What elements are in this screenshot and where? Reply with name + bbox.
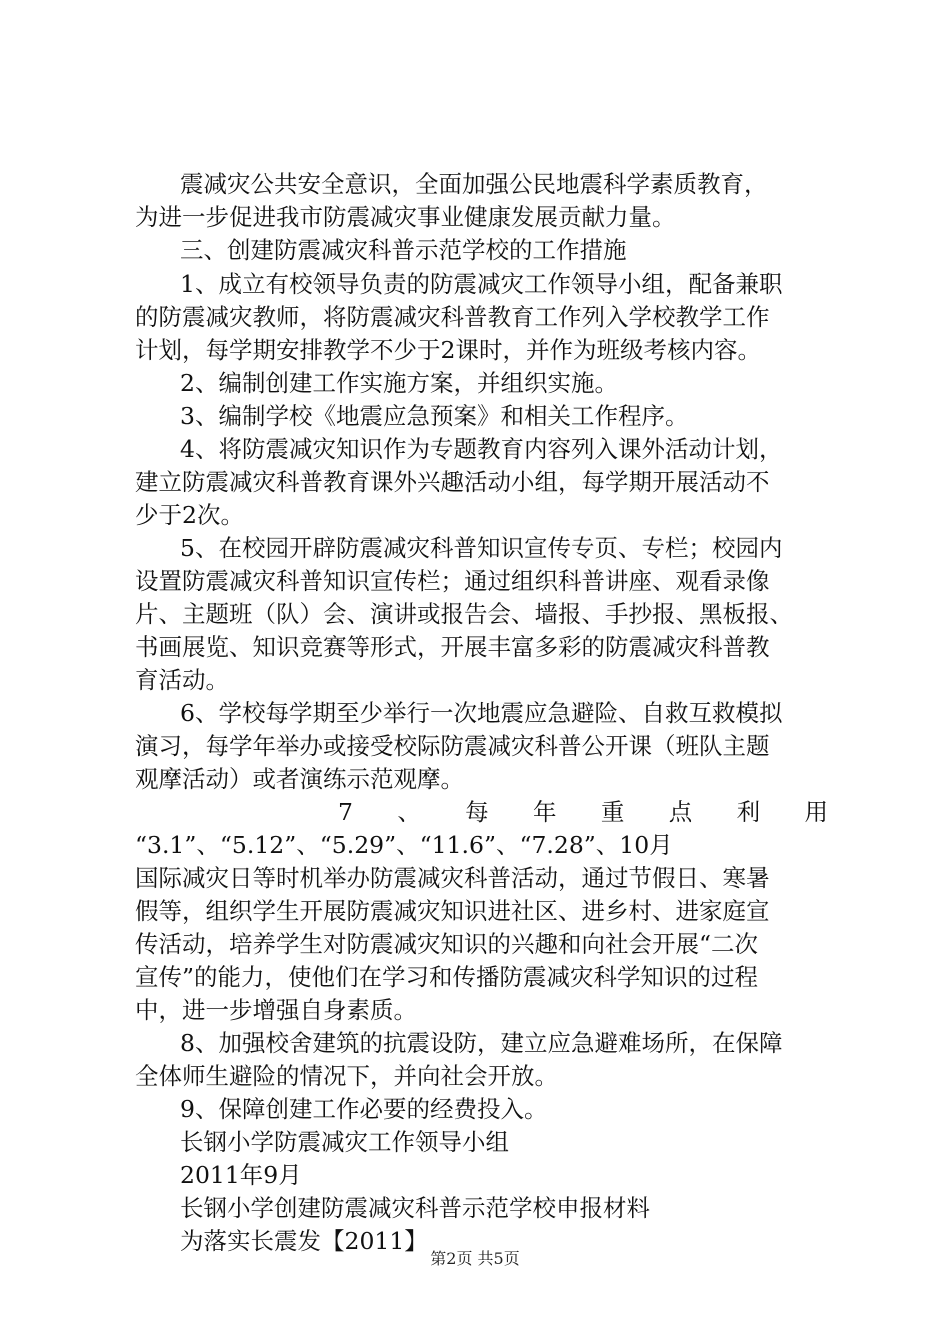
item7-token: 重 bbox=[600, 798, 625, 826]
text-line: 少于2次。 bbox=[135, 501, 244, 529]
next-document-title: 长钢小学创建防震减灾科普示范学校申报材料 bbox=[180, 1194, 650, 1222]
item7-token: 、 bbox=[397, 798, 421, 826]
item7-spread-line bbox=[338, 796, 828, 829]
text-line: 6、学校每学期至少举行一次地震应急避险、自救互救模拟 bbox=[180, 699, 783, 727]
text-line: 2、编制创建工作实施方案，并组织实施。 bbox=[180, 369, 618, 397]
text-line: 传活动，培养学生对防震减灾知识的兴趣和向社会开展“二次 bbox=[135, 930, 759, 958]
text-line: 设置防震减灾科普知识宣传栏；通过组织科普讲座、观看录像 bbox=[135, 567, 770, 595]
text-line: 为进一步促进我市防震减灾事业健康发展贡献力量。 bbox=[135, 203, 676, 231]
text-line: 8、加强校舍建筑的抗震设防，建立应急避难场所，在保障 bbox=[180, 1029, 783, 1057]
item7-token: 年 bbox=[533, 798, 557, 826]
text-line: 5、在校园开辟防震减灾科普知识宣传专页、专栏；校园内 bbox=[180, 534, 783, 562]
item7-token: 利 bbox=[736, 798, 761, 826]
text-line: 9、保障创建工作必要的经费投入。 bbox=[180, 1095, 548, 1123]
text-line: 为落实长震发【2011】 bbox=[180, 1227, 428, 1255]
page-number-footer: 第2页 共5页 bbox=[430, 1249, 520, 1268]
text-line: 假等，组织学生开展防震减灾知识进社区、进乡村、进家庭宣 bbox=[135, 897, 770, 925]
text-line: 书画展览、知识竞赛等形式，开展丰富多彩的防震减灾科普教 bbox=[135, 633, 770, 661]
text-line: 片、主题班（队）会、演讲或报告会、墙报、手抄报、黑板报、 bbox=[135, 600, 793, 628]
signature-date: 2011年9月 bbox=[180, 1161, 302, 1189]
text-line: 国际减灾日等时机举办防震减灾科普活动，通过节假日、寒暑 bbox=[135, 864, 770, 892]
text-line: 育活动。 bbox=[135, 666, 229, 694]
text-line: 宣传”的能力，使他们在学习和传播防震减灾科学知识的过程 bbox=[135, 963, 759, 991]
text-line: 中，进一步增强自身素质。 bbox=[135, 996, 417, 1024]
text-line: 3、编制学校《地震应急预案》和相关工作程序。 bbox=[180, 402, 689, 430]
text-line: 1、成立有校领导负责的防震减灾工作领导小组，配备兼职 bbox=[180, 270, 783, 298]
item7-token: 每 bbox=[465, 798, 489, 826]
item7-token: 用 bbox=[804, 798, 828, 826]
text-line: 演习，每学年举办或接受校际防震减灾科普公开课（班队主题 bbox=[135, 732, 770, 760]
signature-organization: 长钢小学防震减灾工作领导小组 bbox=[180, 1128, 509, 1156]
text-line: 4、将防震减灾知识作为专题教育内容列入课外活动计划， bbox=[180, 435, 783, 463]
text-line: 震减灾公共安全意识，全面加强公民地震科学素质教育， bbox=[180, 170, 768, 198]
item7-token: 7 bbox=[338, 798, 353, 826]
item7-token: 点 bbox=[668, 798, 693, 826]
text-line: 观摩活动）或者演练示范观摩。 bbox=[135, 765, 464, 793]
text-line: 的防震减灾教师，将防震减灾科普教育工作列入学校教学工作 bbox=[135, 303, 770, 331]
text-line: “3.1”、“5.12”、“5.29”、“11.6”、“7.28”、10月 bbox=[135, 831, 673, 859]
section-heading: 三、创建防震减灾科普示范学校的工作措施 bbox=[180, 236, 627, 264]
text-line: 全体师生避险的情况下，并向社会开放。 bbox=[135, 1062, 558, 1090]
text-line: 计划，每学期安排教学不少于2课时，并作为班级考核内容。 bbox=[135, 336, 761, 364]
text-line: 建立防震减灾科普教育课外兴趣活动小组，每学期开展活动不 bbox=[135, 468, 770, 496]
